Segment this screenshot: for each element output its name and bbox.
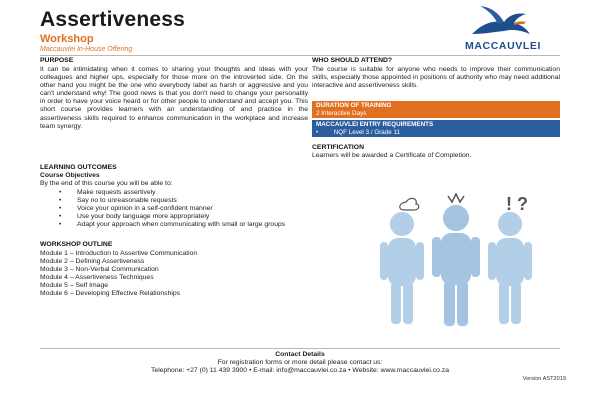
bullet-icon: • (59, 197, 62, 205)
bullet-icon: • (59, 189, 62, 196)
logo-wordmark: MACCAUVLEI (465, 40, 541, 52)
entry-requirement-text: NQF Level 3 / Grade 11 (333, 128, 401, 136)
document-title: Assertiveness (40, 8, 186, 31)
header-divider (40, 55, 560, 56)
bullet-icon: • (59, 205, 62, 213)
purpose-heading: PURPOSE (40, 57, 74, 64)
assertiveness-figures-illustration (366, 190, 546, 330)
who-should-attend-heading: WHO SHOULD ATTEND? (312, 57, 393, 64)
duration-value: 2 Interactive Days (316, 109, 367, 117)
outcome-text: Say no to unreasonable requests (77, 197, 177, 205)
outcome-text: Adapt your approach when communicating with small or large groups (77, 221, 286, 229)
module-item: Module 3 – Non-Verbal Communication (40, 266, 159, 274)
list-item (40, 197, 308, 205)
course-objectives-heading: Course Objectives (40, 172, 100, 179)
module-item: Module 6 – Developing Effective Relationships (40, 290, 181, 298)
maccauvlei-logo (446, 4, 560, 54)
contact-details-line: Telephone: +27 (0) 11 439 3900 • E-mail: info@maccauvlei.co.za • Website: www.maccauvlei.co.za (151, 367, 449, 374)
module-item: Module 2 – Defining Assertiveness (40, 258, 145, 266)
version-label: Version AST2019 (522, 376, 566, 382)
bullet-icon: • (59, 213, 62, 221)
entry-requirements-banner (312, 120, 560, 137)
contact-details-intro: For registration forms or more detail please contact us: (217, 359, 383, 366)
outcome-text: Voice your opinion in a self-confident manner (77, 205, 213, 213)
exclamation-question-marks: ! ? (506, 194, 528, 214)
list-item (40, 189, 308, 197)
document-subtitle: Workshop (40, 33, 94, 45)
contact-details-heading: Contact Details (275, 351, 325, 358)
bullet-icon: • (316, 128, 319, 136)
bird-logo-icon (446, 4, 560, 40)
outcomes-intro: By the end of this course you will be able to: (40, 180, 173, 187)
bullet-icon: • (59, 221, 62, 229)
certification-text: Learners will be awarded a Certificate of Completion. (312, 152, 472, 159)
outcomes-list (40, 189, 308, 229)
list-item (40, 205, 308, 213)
purpose-text: It can be intimidating when it comes to sharing your thoughts and ideas with your colleagues and higher ups, especially for those more on the introverted side. On the other hand you might be the one who everybody label as harsh or aggressive and you can't understand why! The good news is that you don't need to change your personality in order to have your voice heard or for other people to understand and accept you. This short course provides learners with an understanding of and practice in the assertiveness skills required to enhance communication in the workplace and increase team synergy. (40, 66, 308, 130)
outcome-text: Make requests assertively (77, 189, 156, 196)
module-item: Module 1 – Introduction to Assertive Communication (40, 250, 198, 257)
footer-divider (40, 348, 560, 349)
list-item (40, 221, 308, 229)
people-figures-icon (366, 190, 546, 330)
workshop-outline-heading: WORKSHOP OUTLINE (40, 241, 113, 248)
who-should-attend-text: The course is suitable for anyone who needs to improve their communication skills, especially those appointed in positions of authority who may need additional interactive and assertiveness skills. (312, 66, 560, 90)
list-item (40, 213, 308, 221)
duration-heading: DURATION OF TRAINING (316, 102, 392, 109)
entry-requirements-heading: MACCAUVLEI ENTRY REQUIREMENTS (316, 121, 434, 128)
learning-outcomes-heading: LEARNING OUTCOMES (40, 164, 117, 171)
duration-banner (312, 101, 560, 118)
document-tagline: Maccauvlei In-House Offering (40, 46, 133, 53)
outcome-text: Use your body language more appropriately (77, 213, 210, 221)
module-item: Module 5 – Self Image (40, 282, 109, 290)
modules-list (40, 250, 197, 299)
entry-requirements-value (316, 129, 556, 137)
module-item: Module 4 – Assertiveness Techniques (40, 274, 154, 282)
certification-heading: CERTIFICATION (312, 144, 364, 151)
